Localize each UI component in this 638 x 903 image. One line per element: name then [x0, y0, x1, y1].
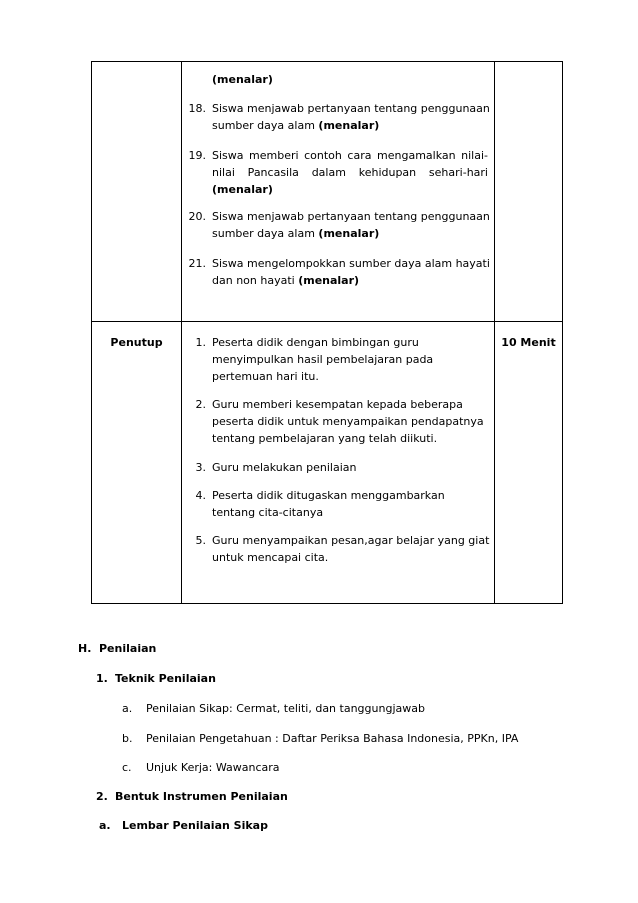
technique-marker: a. [122, 702, 133, 715]
step-item [212, 334, 492, 385]
step-number: 18. [188, 102, 206, 115]
technique-item: Penilaian Pengetahuan : Daftar Periksa Bahasa Indonesia, PPKn, IPA [146, 732, 519, 745]
step-line: nilai Pancasila dalam kehidupan sehari-hari [212, 166, 488, 179]
step-number: 1. [195, 336, 206, 349]
phase-label: Penutup [110, 336, 163, 349]
step-line: dan non hayati (menalar) [212, 274, 360, 287]
step-line: peserta didik untuk menyampaikan pendapatnya [212, 415, 484, 428]
subsection-2a-marker: a. [99, 819, 111, 832]
subsection-2-marker: 2. [96, 790, 108, 803]
step-line: Guru memberi kesempatan kepada beberapa [212, 398, 463, 411]
technique-marker: c. [122, 761, 132, 774]
table-column-divider [494, 62, 495, 603]
step-number: 5. [195, 534, 206, 547]
step-number: 19. [188, 149, 206, 162]
step-line: tentang pembelajaran yang telah diikuti. [212, 432, 438, 445]
phase-duration: 10 Menit [501, 336, 556, 349]
step-item [212, 459, 492, 476]
step-number: 20. [188, 210, 206, 223]
table-row-divider [92, 321, 562, 322]
step-item [212, 208, 488, 242]
table-column-divider [181, 62, 182, 603]
step-item [212, 100, 488, 134]
step-line: Peserta didik ditugaskan menggambarkan [212, 489, 445, 502]
step-number: 4. [195, 489, 206, 502]
section-h-marker: H. [78, 642, 92, 655]
step-item [212, 396, 492, 447]
step-line: Siswa memberi contoh cara mengamalkan nilai- [212, 149, 488, 162]
step-line: untuk mencapai cita. [212, 551, 329, 564]
section-h-title: Penilaian [99, 642, 157, 655]
step-line: tentang cita-citanya [212, 506, 324, 519]
step-line: menyimpulkan hasil pembelajaran pada [212, 353, 434, 366]
subsection-1-marker: 1. [96, 672, 108, 685]
step-item [212, 255, 488, 289]
technique-item: Unjuk Kerja: Wawancara [146, 761, 280, 774]
step-item [212, 487, 492, 521]
step-line: Siswa menjawab pertanyaan tentang penggunaan [212, 210, 490, 223]
technique-marker: b. [122, 732, 133, 745]
step-number: 21. [188, 257, 206, 270]
step-line: (menalar) [212, 183, 273, 196]
subsection-2a-title: Lembar Penilaian Sikap [122, 819, 268, 832]
step-line: Peserta didik dengan bimbingan guru [212, 336, 419, 349]
step-number: 2. [195, 398, 206, 411]
step-line: Siswa mengelompokkan sumber daya alam hayati [212, 257, 490, 270]
lesson-activity-table [91, 61, 563, 604]
subsection-2-title: Bentuk Instrumen Penilaian [115, 790, 288, 803]
step-line: pertemuan hari itu. [212, 370, 319, 383]
step-line: sumber daya alam (menalar) [212, 119, 380, 132]
technique-item: Penilaian Sikap: Cermat, teliti, dan tanggungjawab [146, 702, 425, 715]
continuation-line: (menalar) [212, 73, 273, 86]
subsection-1-title: Teknik Penilaian [115, 672, 216, 685]
step-number: 3. [195, 461, 206, 474]
step-line: Guru melakukan penilaian [212, 461, 357, 474]
step-item [212, 147, 488, 198]
step-line: Siswa menjawab pertanyaan tentang penggunaan [212, 102, 490, 115]
step-line: sumber daya alam (menalar) [212, 227, 380, 240]
step-line: Guru menyampaikan pesan,agar belajar yang giat [212, 534, 490, 547]
step-item [212, 532, 492, 566]
